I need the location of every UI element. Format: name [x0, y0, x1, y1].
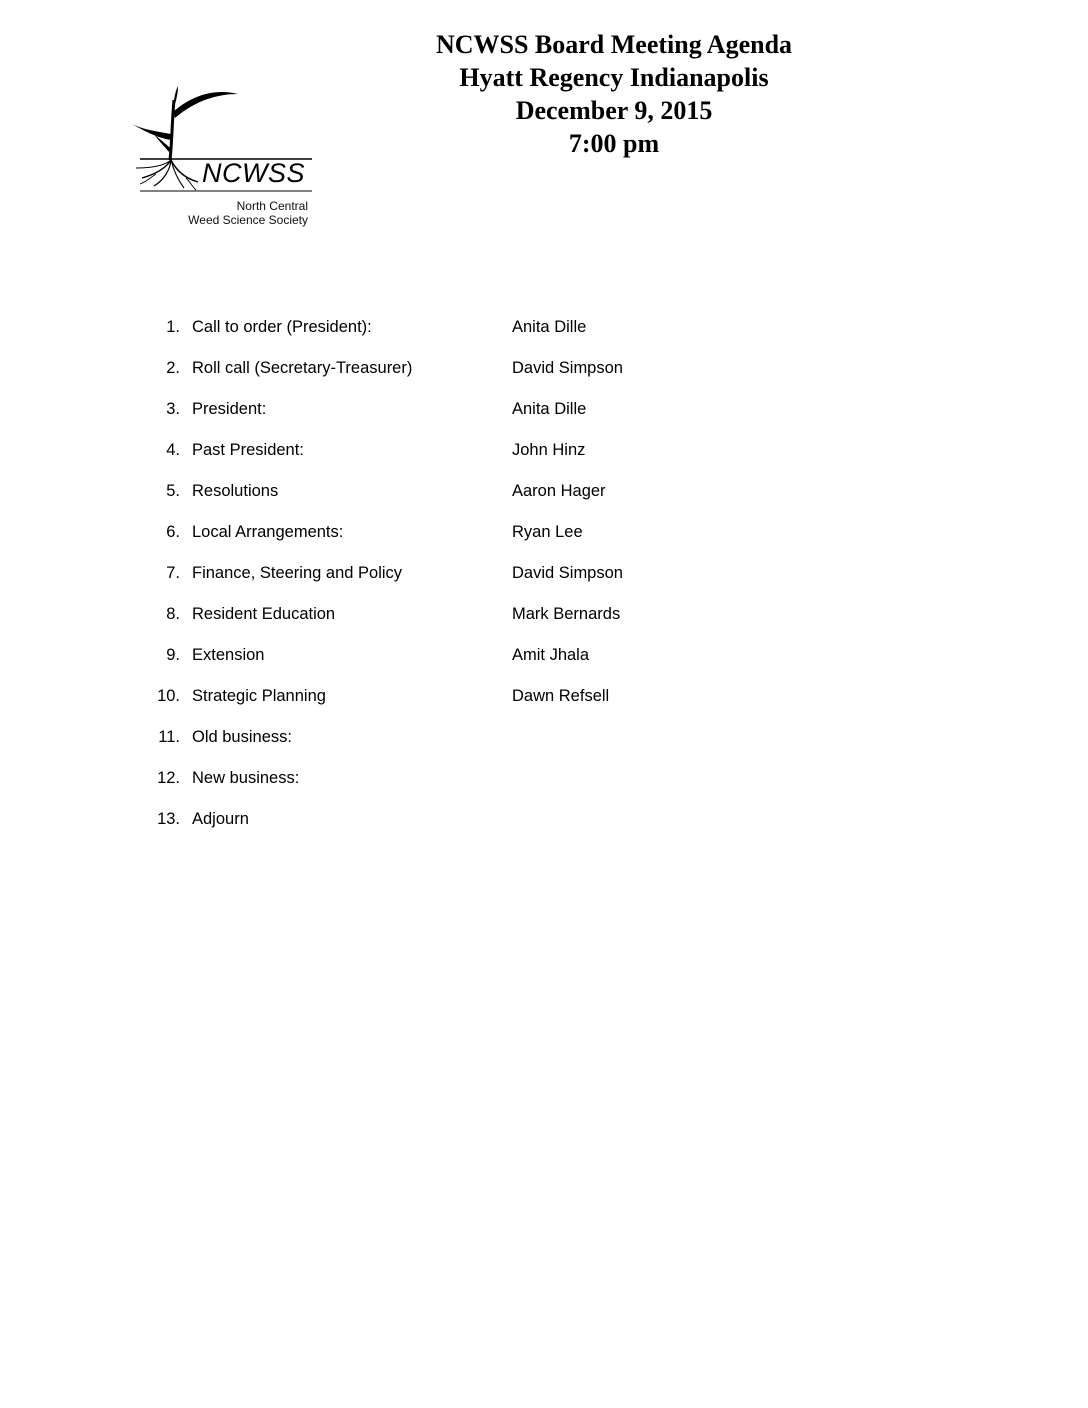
agenda-item [0, 724, 1088, 765]
agenda-item-presenter: David Simpson [512, 564, 623, 582]
ncwss-logo [126, 82, 316, 232]
agenda-item-presenter: Mark Bernards [512, 605, 621, 623]
agenda-item-number: 2. [166, 359, 180, 377]
agenda-item [0, 355, 1088, 396]
agenda-item-title: Resolutions [192, 482, 279, 500]
agenda-item [0, 437, 1088, 478]
agenda-item [0, 806, 1088, 847]
logo-subtitle-line2: Weed Science Society [188, 213, 308, 227]
agenda-item [0, 519, 1088, 560]
agenda-item-title: Local Arrangements: [192, 523, 344, 541]
agenda-item-title: Old business: [192, 728, 292, 746]
agenda-item-title: Extension [192, 646, 265, 664]
page-title: NCWSS Board Meeting Agenda [435, 30, 793, 59]
agenda-item [0, 314, 1088, 355]
agenda-item-title: Roll call (Secretary-Treasurer) [192, 359, 413, 377]
agenda-item-presenter: David Simpson [512, 359, 623, 377]
agenda-item-number: 6. [166, 523, 180, 541]
agenda-item-presenter: Anita Dille [512, 318, 587, 336]
agenda-item-title: Strategic Planning [192, 687, 326, 705]
agenda-item-title: Adjourn [192, 810, 249, 828]
agenda-item-number: 9. [166, 646, 180, 664]
agenda-item-title: Past President: [192, 441, 304, 459]
agenda-item-presenter: Anita Dille [512, 400, 587, 418]
logo-subtitle-line1: North Central [236, 199, 308, 213]
agenda-header [400, 28, 828, 160]
agenda-item [0, 765, 1088, 806]
agenda-item-number: 7. [166, 564, 180, 582]
agenda-item-number: 13. [157, 810, 180, 828]
agenda-item-title: President: [192, 400, 267, 418]
agenda-item [0, 601, 1088, 642]
agenda-item-title: Finance, Steering and Policy [192, 564, 403, 582]
agenda-item-presenter: Ryan Lee [512, 523, 583, 541]
agenda-item-presenter: John Hinz [512, 441, 586, 459]
agenda-item-number: 12. [157, 769, 180, 787]
meeting-date: December 9, 2015 [515, 96, 713, 125]
logo-wordmark: NCWSS [202, 158, 305, 188]
agenda-list [0, 314, 1088, 847]
venue: Hyatt Regency Indianapolis [459, 63, 769, 92]
agenda-item-presenter: Dawn Refsell [512, 687, 610, 705]
agenda-item [0, 642, 1088, 683]
agenda-item-number: 5. [166, 482, 180, 500]
agenda-item-presenter: Amit Jhala [512, 646, 590, 664]
agenda-item [0, 683, 1088, 724]
agenda-item [0, 396, 1088, 437]
logo-subtitle [188, 199, 308, 227]
agenda-item-title: Call to order (President): [192, 318, 372, 336]
agenda-item-number: 10. [157, 687, 180, 705]
agenda-item [0, 560, 1088, 601]
agenda-item-title: Resident Education [192, 605, 336, 623]
agenda-item-number: 11. [158, 728, 180, 746]
agenda-item [0, 478, 1088, 519]
agenda-item-number: 1. [166, 318, 180, 336]
agenda-item-presenter: Aaron Hager [512, 482, 606, 500]
agenda-item-number: 3. [166, 400, 180, 418]
meeting-time: 7:00 pm [568, 129, 660, 158]
agenda-item-number: 8. [166, 605, 180, 623]
agenda-item-number: 4. [166, 441, 180, 459]
agenda-item-title: New business: [192, 769, 300, 787]
